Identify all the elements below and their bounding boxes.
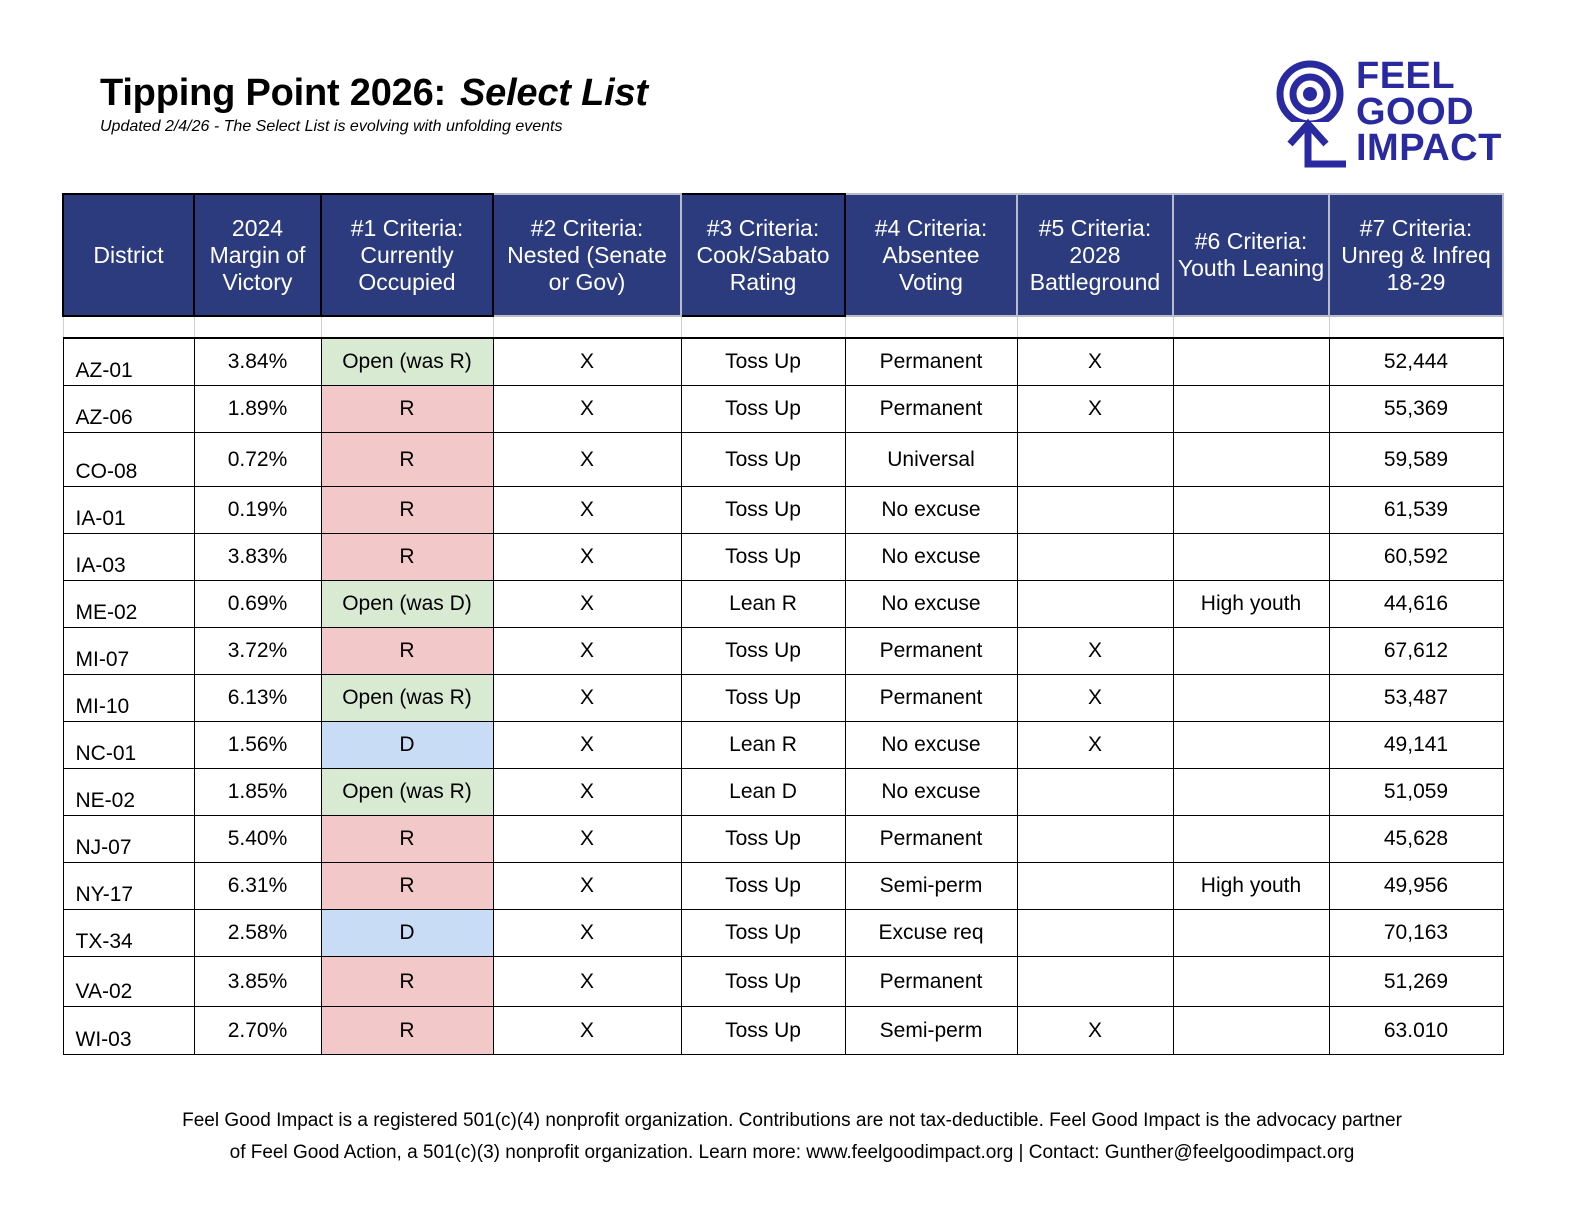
unreg-cell: 60,592 [1329, 534, 1503, 581]
spacer-row [63, 316, 1503, 338]
youth-cell [1173, 675, 1329, 722]
absentee-cell: Permanent [845, 628, 1017, 675]
youth-cell [1173, 628, 1329, 675]
table-row [63, 722, 1503, 769]
absentee-cell: No excuse [845, 487, 1017, 534]
absentee-cell: No excuse [845, 581, 1017, 628]
battleground-cell: X [1017, 386, 1173, 433]
youth-cell [1173, 338, 1329, 386]
district-cell: IA-03 [63, 534, 194, 581]
margin-cell: 0.19% [194, 487, 321, 534]
absentee-cell: Permanent [845, 386, 1017, 433]
spacer-cell [1017, 316, 1173, 338]
absentee-cell: Permanent [845, 338, 1017, 386]
absentee-cell: Excuse req [845, 910, 1017, 957]
nested-cell: X [493, 487, 681, 534]
youth-cell: High youth [1173, 581, 1329, 628]
table-row [63, 581, 1503, 628]
district-cell: WI-03 [63, 1007, 194, 1055]
district-cell: MI-07 [63, 628, 194, 675]
margin-cell: 3.84% [194, 338, 321, 386]
rating-cell: Toss Up [681, 487, 845, 534]
rating-cell: Toss Up [681, 957, 845, 1007]
margin-cell: 2.58% [194, 910, 321, 957]
district-cell: VA-02 [63, 957, 194, 1007]
table-row [63, 433, 1503, 487]
nested-cell: X [493, 628, 681, 675]
battleground-cell: X [1017, 1007, 1173, 1055]
page-title [100, 72, 648, 115]
nested-cell: X [493, 769, 681, 816]
occupied-cell: R [321, 433, 493, 487]
table-row [63, 675, 1503, 722]
nested-cell: X [493, 386, 681, 433]
select-list-table [62, 193, 1504, 1055]
table-row [63, 386, 1503, 433]
unreg-cell: 45,628 [1329, 816, 1503, 863]
rating-cell: Toss Up [681, 863, 845, 910]
occupied-cell: D [321, 910, 493, 957]
table-row [63, 534, 1503, 581]
rating-cell: Toss Up [681, 910, 845, 957]
rating-cell: Toss Up [681, 338, 845, 386]
absentee-cell: Semi-perm [845, 1007, 1017, 1055]
unreg-cell: 63.010 [1329, 1007, 1503, 1055]
unreg-cell: 49,956 [1329, 863, 1503, 910]
district-cell: CO-08 [63, 433, 194, 487]
margin-cell: 3.85% [194, 957, 321, 1007]
battleground-cell [1017, 487, 1173, 534]
header-row [63, 194, 1503, 316]
table-row [63, 1007, 1503, 1055]
logo-text [1356, 55, 1502, 169]
battleground-cell [1017, 910, 1173, 957]
battleground-cell [1017, 433, 1173, 487]
nested-cell: X [493, 1007, 681, 1055]
youth-cell [1173, 816, 1329, 863]
district-cell: ME-02 [63, 581, 194, 628]
youth-cell [1173, 769, 1329, 816]
spacer-cell [194, 316, 321, 338]
youth-cell [1173, 1007, 1329, 1055]
unreg-cell: 49,141 [1329, 722, 1503, 769]
logo-line-1: FEEL [1356, 55, 1456, 97]
battleground-cell: X [1017, 338, 1173, 386]
table-row [63, 957, 1503, 1007]
unreg-cell: 61,539 [1329, 487, 1503, 534]
occupied-cell: D [321, 722, 493, 769]
rating-cell: Toss Up [681, 433, 845, 487]
occupied-cell: R [321, 957, 493, 1007]
district-cell: NY-17 [63, 863, 194, 910]
district-cell: NE-02 [63, 769, 194, 816]
margin-cell: 0.69% [194, 581, 321, 628]
spacer-cell [1173, 316, 1329, 338]
youth-cell [1173, 910, 1329, 957]
header-criteria-5: #5 Criteria: 2028 Battleground [1017, 194, 1173, 316]
title-italic: Select List [459, 72, 648, 114]
table-row [63, 628, 1503, 675]
spacer-cell [1329, 316, 1503, 338]
unreg-cell: 70,163 [1329, 910, 1503, 957]
occupied-cell: Open (was R) [321, 675, 493, 722]
nested-cell: X [493, 957, 681, 1007]
header-criteria-3: #3 Criteria: Cook/Sabato Rating [681, 194, 845, 316]
district-cell: TX-34 [63, 910, 194, 957]
youth-cell [1173, 386, 1329, 433]
unreg-cell: 53,487 [1329, 675, 1503, 722]
spacer-cell [681, 316, 845, 338]
battleground-cell: X [1017, 675, 1173, 722]
occupied-cell: R [321, 863, 493, 910]
margin-cell: 2.70% [194, 1007, 321, 1055]
unreg-cell: 44,616 [1329, 581, 1503, 628]
youth-cell [1173, 957, 1329, 1007]
battleground-cell [1017, 769, 1173, 816]
absentee-cell: No excuse [845, 769, 1017, 816]
nested-cell: X [493, 863, 681, 910]
occupied-cell: R [321, 1007, 493, 1055]
logo-line-3: IMPACT [1356, 127, 1502, 169]
occupied-cell: R [321, 386, 493, 433]
occupied-cell: Open (was R) [321, 338, 493, 386]
header-margin: 2024 Margin of Victory [194, 194, 321, 316]
occupied-cell: R [321, 487, 493, 534]
nested-cell: X [493, 910, 681, 957]
header-criteria-1: #1 Criteria: Currently Occupied [321, 194, 493, 316]
nested-cell: X [493, 675, 681, 722]
footer-line-2: of Feel Good Action, a 501(c)(3) nonprofit organization. Learn more: www.feelgoodimpact.org | Contact: Gunther@feelgoodimpact.org [229, 1142, 1355, 1163]
nested-cell: X [493, 816, 681, 863]
unreg-cell: 55,369 [1329, 386, 1503, 433]
page-subtitle: Updated 2/4/26 - The Select List is evolving with unfolding events [100, 118, 563, 135]
district-cell: NC-01 [63, 722, 194, 769]
nested-cell: X [493, 433, 681, 487]
margin-cell: 6.31% [194, 863, 321, 910]
spacer-cell [63, 316, 194, 338]
table-row [63, 863, 1503, 910]
youth-cell: High youth [1173, 863, 1329, 910]
rating-cell: Lean R [681, 581, 845, 628]
occupied-cell: R [321, 534, 493, 581]
margin-cell: 5.40% [194, 816, 321, 863]
rating-cell: Toss Up [681, 386, 845, 433]
table-row [63, 769, 1503, 816]
youth-cell [1173, 534, 1329, 581]
unreg-cell: 59,589 [1329, 433, 1503, 487]
occupied-cell: Open (was D) [321, 581, 493, 628]
nested-cell: X [493, 722, 681, 769]
district-cell: AZ-06 [63, 386, 194, 433]
battleground-cell [1017, 816, 1173, 863]
district-cell: AZ-01 [63, 338, 194, 386]
battleground-cell [1017, 534, 1173, 581]
absentee-cell: No excuse [845, 722, 1017, 769]
rating-cell: Toss Up [681, 1007, 845, 1055]
unreg-cell: 51,059 [1329, 769, 1503, 816]
absentee-cell: No excuse [845, 534, 1017, 581]
logo [1270, 55, 1530, 174]
battleground-cell [1017, 957, 1173, 1007]
header-district: District [63, 194, 194, 316]
youth-cell [1173, 487, 1329, 534]
header-criteria-6: #6 Criteria: Youth Leaning [1173, 194, 1329, 316]
header-criteria-4: #4 Criteria: Absentee Voting [845, 194, 1017, 316]
margin-cell: 3.72% [194, 628, 321, 675]
logo-line-2: GOOD [1356, 91, 1475, 133]
header-criteria-2: #2 Criteria: Nested (Senate or Gov) [493, 194, 681, 316]
district-cell: MI-10 [63, 675, 194, 722]
rating-cell: Toss Up [681, 816, 845, 863]
occupied-cell: R [321, 816, 493, 863]
district-cell: NJ-07 [63, 816, 194, 863]
broadcast-arrow-icon [1270, 58, 1350, 170]
header-criteria-7: #7 Criteria: Unreg & Infreq 18-29 [1329, 194, 1503, 316]
absentee-cell: Permanent [845, 675, 1017, 722]
absentee-cell: Semi-perm [845, 863, 1017, 910]
table-row [63, 816, 1503, 863]
battleground-cell: X [1017, 628, 1173, 675]
margin-cell: 1.85% [194, 769, 321, 816]
absentee-cell: Universal [845, 433, 1017, 487]
absentee-cell: Permanent [845, 816, 1017, 863]
rating-cell: Toss Up [681, 628, 845, 675]
spacer-cell [493, 316, 681, 338]
district-cell: IA-01 [63, 487, 194, 534]
nested-cell: X [493, 534, 681, 581]
rating-cell: Lean D [681, 769, 845, 816]
margin-cell: 1.89% [194, 386, 321, 433]
nested-cell: X [493, 338, 681, 386]
battleground-cell [1017, 581, 1173, 628]
unreg-cell: 67,612 [1329, 628, 1503, 675]
margin-cell: 6.13% [194, 675, 321, 722]
unreg-cell: 52,444 [1329, 338, 1503, 386]
title-main: Tipping Point 2026: [100, 72, 446, 114]
spacer-cell [845, 316, 1017, 338]
rating-cell: Toss Up [681, 675, 845, 722]
youth-cell [1173, 433, 1329, 487]
youth-cell [1173, 722, 1329, 769]
rating-cell: Lean R [681, 722, 845, 769]
rating-cell: Toss Up [681, 534, 845, 581]
occupied-cell: R [321, 628, 493, 675]
spacer-cell [321, 316, 493, 338]
table-row [63, 338, 1503, 386]
nested-cell: X [493, 581, 681, 628]
battleground-cell [1017, 863, 1173, 910]
battleground-cell: X [1017, 722, 1173, 769]
occupied-cell: Open (was R) [321, 769, 493, 816]
table-row [63, 487, 1503, 534]
table-row [63, 910, 1503, 957]
margin-cell: 0.72% [194, 433, 321, 487]
margin-cell: 3.83% [194, 534, 321, 581]
absentee-cell: Permanent [845, 957, 1017, 1007]
margin-cell: 1.56% [194, 722, 321, 769]
unreg-cell: 51,269 [1329, 957, 1503, 1007]
footer-line-1: Feel Good Impact is a registered 501(c)(4) nonprofit organization. Contributions are not tax-deductible. Feel Good Impact is the advocacy partner [182, 1110, 1402, 1131]
